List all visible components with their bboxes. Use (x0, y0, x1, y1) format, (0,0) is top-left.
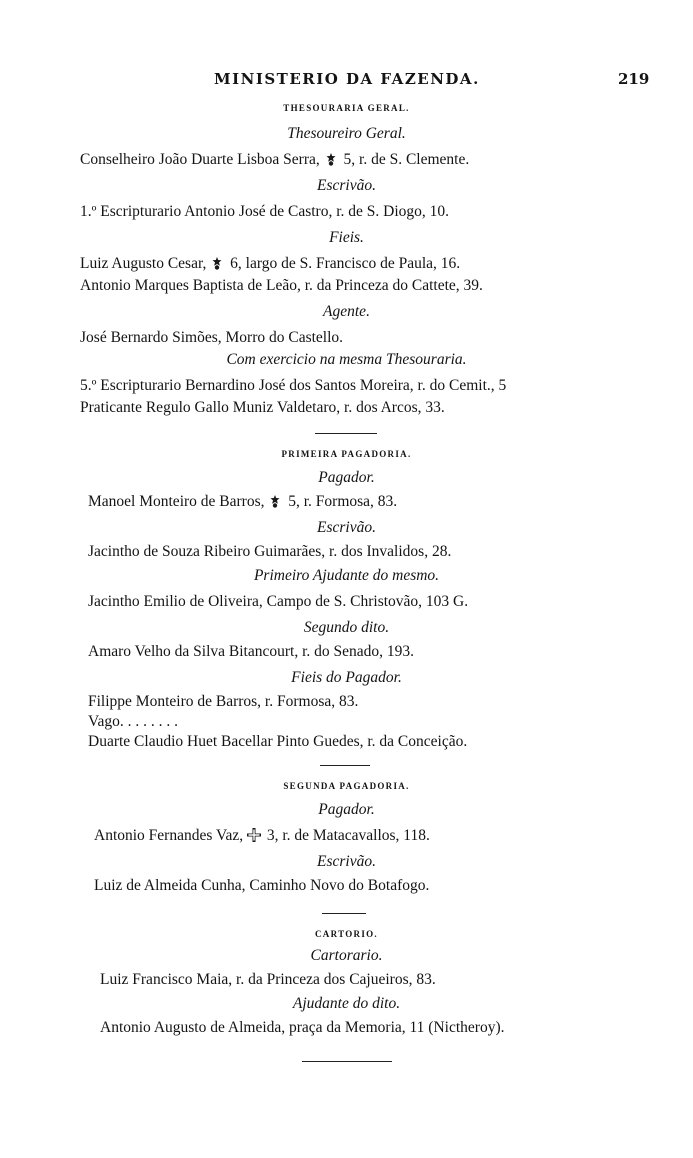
entry-line: Vago. . . . . . . . (88, 713, 178, 730)
rose-order-icon (268, 494, 282, 507)
role-title: Fieis. (329, 229, 364, 246)
entry-line: Jacintho de Souza Ribeiro Guimarães, r. dos Invalidos, 28. (88, 543, 452, 560)
rose-order-icon (324, 152, 338, 165)
entry-line (88, 492, 397, 512)
entry-text: 5, r. Formosa, 83. (288, 493, 398, 510)
role-title: Escrivão. (317, 519, 376, 536)
role-title: Segundo dito. (303, 619, 390, 636)
entry-text: 5, r. de S. Clemente. (343, 151, 470, 168)
entry-text: Luiz Augusto Cesar, (80, 255, 207, 272)
entry-line (80, 150, 469, 170)
end-divider (302, 1061, 392, 1062)
role-title: Cartorario. (310, 947, 383, 964)
role-title: Thesoureiro Geral. (287, 125, 406, 142)
header-title: MINISTERIO DA FAZENDA. (214, 70, 480, 88)
entry-line: Amaro Velho da Silva Bitancourt, r. do Senado, 193. (88, 643, 415, 660)
christ-cross-icon (247, 828, 261, 842)
role-title: Ajudante do dito. (292, 995, 401, 1012)
role-title: Agente. (323, 303, 370, 320)
entry-line: Jacintho Emilio de Oliveira, Campo de S. Christovão, 103 G. (88, 593, 469, 610)
role-title: Primeiro Ajudante do mesmo. (253, 567, 440, 584)
entry-text: 3, r. de Matacavallos, 118. (266, 827, 430, 844)
role-title: Escrivão. (317, 177, 376, 194)
role-title: Com exercicio na mesma Thesouraria. (226, 351, 467, 368)
role-title: Escrivão. (317, 853, 376, 870)
page-number: 219 (618, 70, 650, 88)
section-heading-cartorio: CARTORIO. (315, 929, 378, 939)
entry-line (94, 826, 430, 846)
rose-order-icon (210, 256, 224, 269)
section-divider (320, 765, 370, 766)
role-title: Pagador. (318, 469, 375, 486)
section-divider (322, 913, 366, 914)
running-header (0, 70, 693, 96)
section-heading-thesouraria: THESOURARIA GERAL. (283, 103, 410, 113)
entry-line: 5.º Escripturario Bernardino José dos Santos Moreira, r. do Cemit., 5 (80, 377, 507, 394)
entry-line: Luiz Francisco Maia, r. da Princeza dos Cajueiros, 83. (100, 971, 436, 988)
role-title: Fieis do Pagador. (291, 669, 402, 686)
entry-line: Filippe Monteiro de Barros, r. Formosa, 83. (88, 693, 359, 710)
entry-line: Antonio Augusto de Almeida, praça da Memoria, 11 (Nictheroy). (100, 1019, 505, 1036)
entry-text: Manoel Monteiro de Barros, (88, 493, 265, 510)
role-title: Pagador. (318, 801, 375, 818)
section-heading-segunda: SEGUNDA PAGADORIA. (283, 781, 410, 791)
entry-text: 6, largo de S. Francisco de Paula, 16. (230, 255, 461, 272)
entry-text: Antonio Fernandes Vaz, (94, 827, 244, 844)
entry-line: Praticante Regulo Gallo Muniz Valdetaro, r. dos Arcos, 33. (80, 399, 445, 416)
entry-line: Luiz de Almeida Cunha, Caminho Novo do Botafogo. (94, 877, 430, 894)
section-heading-primeira: PRIMEIRA PAGADORIA. (281, 449, 412, 459)
entry-line: José Bernardo Simões, Morro do Castello. (80, 329, 344, 346)
entry-line (80, 254, 460, 274)
entry-line: 1.º Escripturario Antonio José de Castro, r. de S. Diogo, 10. (80, 203, 450, 220)
section-divider (315, 433, 377, 434)
entry-text: Conselheiro João Duarte Lisboa Serra, (80, 151, 320, 168)
entry-line: Antonio Marques Baptista de Leão, r. da Princeza do Cattete, 39. (80, 277, 483, 294)
entry-line: Duarte Claudio Huet Bacellar Pinto Guedes, r. da Conceição. (88, 733, 468, 750)
